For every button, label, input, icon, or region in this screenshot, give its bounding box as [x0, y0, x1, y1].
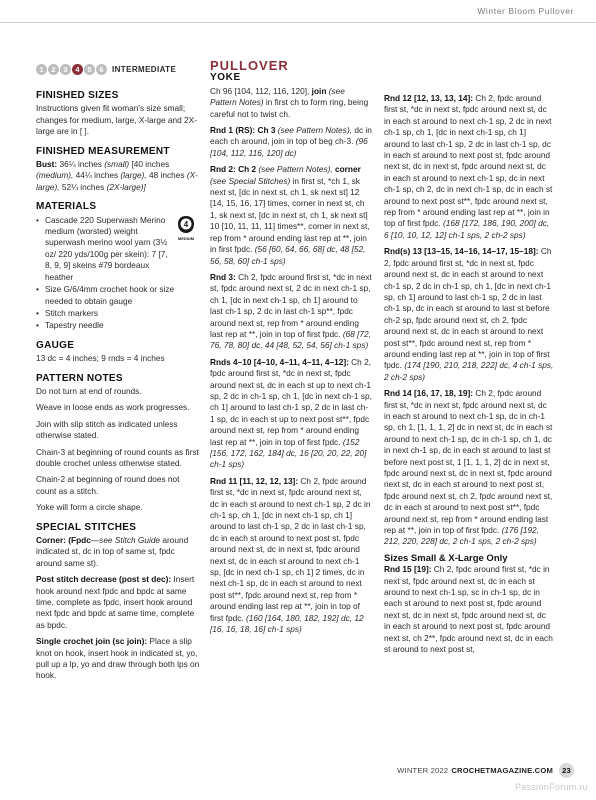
- section-title: PULLOVER: [210, 58, 289, 73]
- size-xlarge: (X-large),: [36, 170, 198, 192]
- round-14-counts: (176 [192, 212, 220, 228] dc, 2 ch-1 sps, 2 ch-2 sps): [384, 525, 539, 547]
- round-1-text: dc in each ch around, join in top of beg ch-3.: [210, 125, 372, 147]
- page-footer: [397, 763, 574, 778]
- sizes-small-xlarge-heading: Sizes Small & X-Large Only: [384, 552, 508, 564]
- round-2-heading: Rnd 2: Ch 2: [210, 164, 257, 175]
- round-11-counts: (160 [164, 180, 182, 192] dc, 12 [16, 16, 18, 16] ch-1 sps): [210, 612, 364, 635]
- material-item: • Tapestry needle: [36, 320, 176, 331]
- round-1-counts: (96 [104, 112, 116, 120] dc): [210, 136, 368, 158]
- rounds-4-10-heading: Rnds 4–10 [4–10, 4–11, 4–11, 4–12]:: [210, 356, 349, 367]
- special-stitch-post-dec: [36, 574, 202, 631]
- round-14: [384, 388, 554, 548]
- post-dec-definition: Insert hook around next fpdc and bpdc at same time, complete as fpdc, insert hook around next fpdc and bpdc at same time, complete as bpdc.: [36, 574, 195, 630]
- bust-value-large: 44¼ inches: [75, 170, 119, 181]
- bust-label: Bust:: [36, 159, 58, 170]
- intro-text-2: in first ch to form ring, being careful not to twist ch.: [210, 97, 369, 119]
- size-large: (large),: [120, 170, 147, 181]
- intro-text: Ch 96 [104, 112, 116, 120],: [210, 85, 310, 96]
- finished-sizes-text: Instructions given fit woman's size small; changes for medium, large, X-large and 2X-large are in [ ].: [36, 103, 197, 137]
- pattern-note: Do not turn at end of rounds.: [36, 385, 142, 396]
- rounds-13-heading: Rnd(s) 13 [13–15, 14–16, 14–17, 15–18]:: [384, 246, 539, 257]
- level-step-5: 5: [84, 64, 95, 75]
- column-1: [36, 84, 202, 687]
- header-rule: [0, 22, 596, 23]
- round-11-heading: Rnd 11 [11, 12, 12, 13]:: [210, 475, 299, 486]
- round-12-counts: (168 [172, 186, 190, 200] dc, 6 [10, 10, 12, 12] ch-1 sps, 2 ch-2 sps): [384, 218, 550, 240]
- round-14-text: Ch 2, fpdc around first st, *dc in next st, fpdc around next st, dc in each st around to next ch-1 sp, dc in ch-1 sp, ch 1, [1, 1, 1, 2] dc in next st, dc in each st around to next ch-1 sp, dc in ch-1 sp, ch 1, dc in next ch-1 sp, dc in each st around to last st before next post st, 1 [1, 1, 1, 2] dc in next st, fpdc around next st, dc in next st, fpdc around next st, dc in each st around to next post st, fpdc around next st, ch 2, fpdc around next st, dc in each st around to next post st**, fpdc around next st, rep from * around ending last rep at **, join in top of first fpdc.: [384, 388, 553, 536]
- finished-sizes-heading: FINISHED SIZES: [36, 90, 119, 101]
- special-stitch-sc-join: [36, 636, 202, 682]
- post-dec-term: Post stitch decrease (post st dec):: [36, 574, 172, 585]
- round-1-ref: (see Pattern Notes),: [277, 125, 353, 136]
- round-3-heading: Rnd 3:: [210, 271, 236, 282]
- round-15-text: Ch 2, fpdc around first st, *dc in next st, fpdc around next st, dc in each st around to next ch-1 sp, sc in ch-1 sp, dc in each st around to next post st, fpdc around next st, dc in next st, fpdc around next st, dc in each st around to next post st, fpdc around next st, ch 2**, fpdc around next st, dc in each st around to next post st,: [384, 564, 553, 655]
- finished-measurement-heading: FINISHED MEASUREMENT: [36, 145, 170, 157]
- round-14-heading: Rnd 14 [16, 17, 18, 19]:: [384, 388, 474, 399]
- running-title: Winter Bloom Pullover: [477, 6, 574, 16]
- round-3: [210, 272, 372, 352]
- corner-definition: around indicated st, dc in top of same st, fpdc around same st).: [36, 535, 189, 568]
- gauge-text: 13 dc = 4 inches; 9 rnds = 4 inches: [36, 353, 165, 364]
- materials-heading: MATERIALS: [36, 201, 97, 213]
- round-1: [210, 125, 372, 159]
- bust-value-small: 36¼ inches: [59, 159, 102, 170]
- round-11-text: Ch 2, fpdc around first st, *dc in next st, fpdc around next st, dc in each st around to next ch-1 sp, 2 dc in ch-1 sp, ch 1, [dc in next ch-1 sp, ch 1] around to last ch-1 sp, 2 dc in last ch-1 sp, dc in each st around to next post st, fpdc around next st, dc in next st, fpdc around next st, dc in each st around to next ch-1 sp, [dc in next ch-1 sp, ch 1] 2 times, dc in next ch-1 sp, dc in each st around to next post st**, fpdc around next st, rep from * around ending last rep at **, join in top of first fpdc.: [210, 475, 371, 623]
- pattern-note: Weave in loose ends as work progresses.: [36, 402, 190, 413]
- bust-value-medium: [40 inches: [131, 159, 170, 170]
- level-step-1: 1: [36, 64, 47, 75]
- size-2xlarge: (2X-large)]: [106, 181, 146, 192]
- bust-value-xlarge: 48 inches: [149, 170, 185, 181]
- round-12-heading: Rnd 12 [12, 13, 13, 14]:: [384, 93, 474, 103]
- material-item: • Stitch markers: [36, 308, 176, 319]
- watermark: PassionForum.ru: [514, 782, 588, 792]
- column-3: [384, 93, 554, 661]
- corner-ref: —see Stitch Guide: [90, 535, 161, 545]
- material-item: • Size G/6/4mm crochet hook or size needed to obtain gauge: [36, 284, 176, 307]
- level-step-2: 2: [48, 64, 59, 75]
- page-number: 23: [559, 763, 574, 778]
- round-12: [384, 93, 554, 241]
- corner-fpdc: (Fpdc: [68, 535, 91, 545]
- sc-join-definition: Place a slip knot on hook, insert hook in indicated st, yo, pull up a lp, yo and draw through both lps on hook.: [36, 636, 200, 681]
- issue-label: WINTER 2022: [397, 766, 449, 775]
- material-item: • Cascade 220 Superwash Merino medium (worsted) weight superwash merino wool yarn (3½ oz/ 220 yds/100g per skein): 7 [7, 8, 9, 9] skeins #79 bordeaux heather: [36, 215, 176, 283]
- round-3-text: Ch 2, fpdc around first st, *dc in next st, fpdc around next st, 2 dc in next ch-1 sp, ch 1, [dc in next ch-1 sp, ch 1] around to last ch-1 sp, 2 dc in last ch-1 sp**, fpdc around next st, rep from * around ending last rep at **, join in top of first fpdc.: [210, 271, 372, 339]
- round-2-ref: (see Pattern Notes),: [258, 164, 333, 175]
- bust-value-2xlarge: 52¼ inches: [61, 181, 105, 192]
- sc-join-term: Single crochet join (sc join):: [36, 636, 148, 647]
- column-2: [210, 60, 372, 641]
- round-12-text: Ch 2, fpdc around first st, *dc in next st, fpdc around next st, dc in each st around to next ch-1 sp, 2 dc in next ch-1 sp, ch 1, [dc in next ch-1 sp, ch 1] around to last ch-1 sp, 2 dc in last ch-1 sp, dc in each st around to next post st, fpdc around next st, dc in next st, fpdc around next st, dc in each st around to next ch-1 sp, dc in next ch-1 sp, ch 2, dc in next ch-1 sp, dc in each st around to next post st**, fpdc around next st, rep from * around ending last rep at **, join in top of first fpdc.: [384, 93, 553, 229]
- yarn-badge-number: 4: [183, 219, 189, 229]
- size-small: (small): [104, 159, 130, 170]
- pattern-notes-heading: PATTERN NOTES: [36, 372, 123, 384]
- round-2-text: in first st, *ch 1, sk next st, [dc in next st, ch 1, sk next st] 12 [14, 15, 16, 17] times, corner in next st, ch 1, sk next st, [dc in next st, ch 1, sk next st] 10 [10, 11, 11, 11] times**, corner in next st, rep from * around ending last rep at **, join in first fpdc.: [210, 175, 370, 255]
- pattern-note: Chain-3 at beginning of round counts as first double crochet unless otherwise stated.: [36, 446, 199, 468]
- skill-level-indicator: [36, 64, 176, 75]
- yoke-intro: [210, 86, 372, 120]
- pattern-note: Chain-2 at beginning of round does not count as a stitch.: [36, 474, 180, 496]
- materials-block: [36, 215, 202, 332]
- pattern-note: Join with slip stitch as indicated unless otherwise stated.: [36, 418, 178, 441]
- round-2-ref-2: (see Special Stitches): [210, 175, 291, 186]
- yarn-badge-label: MEDIUM: [177, 235, 195, 241]
- level-label: INTERMEDIATE: [112, 65, 177, 74]
- size-medium: (medium),: [36, 170, 74, 181]
- special-stitch-corner: [36, 535, 202, 569]
- rounds-4-10: [210, 357, 372, 471]
- rounds-13: [384, 246, 554, 383]
- round-2-corner: corner: [334, 164, 361, 175]
- rounds-4-10-counts: (152 [156, 172, 162, 184] dc, 16 [20, 20, 22, 20] ch-1 sps): [210, 436, 367, 470]
- round-1-heading: Rnd 1 (RS): Ch 3: [210, 125, 276, 136]
- rounds-4-10-text: Ch 2, fpdc around first st, *dc in next st, fpdc around next st, dc in each st up to next ch-1 sp, 2 dc in ch-1 sp, ch 1, [dc in next ch-1 sp, ch 1] around to last ch-1 sp, 2 dc in last ch-1 sp, dc in each st up to next post st**, fpdc around next st, rep from * around ending last rep at **, join in top of first fpdc.: [210, 356, 372, 447]
- round-3-counts: (68 [72, 76, 78, 80] dc, 44 [48, 52, 54, 56] ch-1 sps): [210, 328, 371, 351]
- corner-term: Corner:: [36, 535, 66, 545]
- rounds-13-counts: (174 [190, 210, 218, 222] dc, 4 ch-1 sps, 2 ch-2 sps): [384, 360, 554, 382]
- intro-join: join: [311, 85, 327, 96]
- round-11: [210, 476, 372, 636]
- round-15: [384, 564, 554, 655]
- round-2: [210, 164, 372, 267]
- special-stitches-heading: SPECIAL STITCHES: [36, 521, 137, 533]
- round-15-heading: Rnd 15 [19]:: [384, 564, 432, 575]
- yoke-heading: YOKE: [210, 72, 241, 84]
- level-step-6: 6: [96, 64, 107, 75]
- medium-yarn-weight-icon: [176, 215, 196, 242]
- level-step-4-active: 4: [72, 64, 83, 75]
- level-step-3: 3: [60, 64, 71, 75]
- finished-measurement-text: [36, 159, 202, 193]
- rounds-13-text: Ch 2, fpdc around first st, *dc in next st, fpdc around next st, dc in each st around to next ch-1 sp, 2 dc in ch-1 sp, ch 1, [dc in next ch-1 sp, ch 1] around to last ch-1 sp, 2 dc in last ch-1 sp, dc in each st around to last st before ch-2 sp, fpdc around next st, ch 2, fpdc around next st, dc in each st around to next post st**, fpdc around next st, rep from * around ending last rep at **, join in top of first fpdc.: [384, 246, 552, 371]
- gauge-heading: GAUGE: [36, 339, 75, 351]
- round-2-counts: (56 [60, 64, 66, 68] dc, 48 [52, 56, 58, 60] ch-1 sps): [210, 244, 366, 266]
- intro-ref: (see Pattern Notes): [210, 85, 345, 108]
- pattern-note: Yoke will form a circle shape.: [36, 502, 143, 513]
- magazine-url[interactable]: CROCHETMAGAZINE.COM: [451, 766, 553, 775]
